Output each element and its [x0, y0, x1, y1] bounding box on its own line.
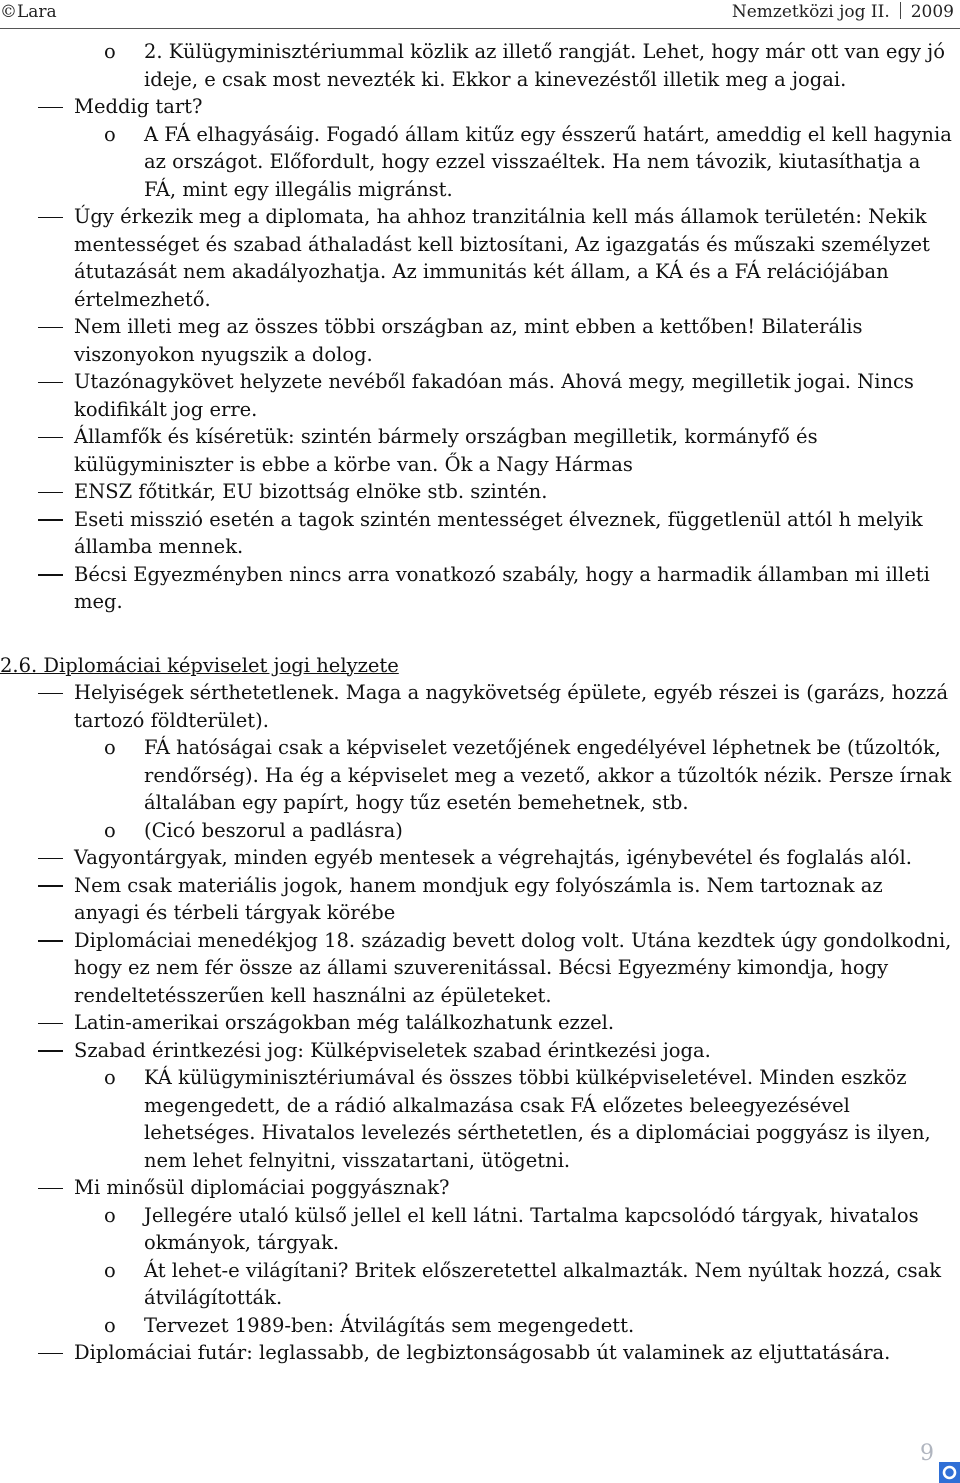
list-item-text: Úgy érkezik meg a diplomata, ha ahhoz tranzitálnia kell más államok területén: Nekik mentességet és szabad áthaladást kell biztosítani, Az igazgatás és műszaki személyzet átutazását nem akadályozhatja. Az immunitás két állam, a KÁ és a FÁ relációjában értelmezhető. [74, 205, 930, 311]
page-header [0, 0, 960, 30]
sub-list-item-text: (Cicó beszorul a padlásra) [144, 818, 403, 842]
section-heading [0, 652, 960, 680]
list-item-text: Nem csak materiális jogok, hanem mondjuk egy folyószámla is. Nem tartoznak az anyagi és térbeli tárgyak körébe [74, 873, 883, 924]
dash-bullet-icon [38, 492, 63, 494]
circle-bullet-icon: o [104, 122, 116, 146]
list-item [0, 561, 960, 616]
circle-bullet-icon: o [104, 1066, 116, 1089]
circle-bullet-icon: o [104, 1313, 116, 1337]
list-item-text: Diplomáciai menedékjog 18. századig bevett dolog volt. Utána kezdtek úgy gondolkodni, hogy ez nem fér össze az állami szuverenitással. Bécsi Egyezmény kimondja, hogy rendeltetésszerűen kell használni az épületeket. [74, 928, 952, 1007]
dash-bullet-icon [38, 1353, 63, 1355]
list-item-text: Helyiségek sérthetetlenek. Maga a nagykövetség épülete, egyéb részei is (garázs, hozzá tartozó földterület). [74, 681, 949, 732]
sub-list-item [0, 1257, 960, 1312]
page-number: 9 [920, 1441, 934, 1466]
dash-bullet-icon [38, 940, 63, 942]
list-item [0, 1009, 960, 1037]
sub-list-item-text: Tervezet 1989-ben: Átvilágítás sem megengedett. [144, 1313, 635, 1337]
sub-list-item [0, 817, 960, 845]
document-body [0, 38, 960, 1367]
dash-bullet-icon [38, 437, 63, 439]
sub-list-item-text: 2. Külügyminisztériummal közlik az illető rangját. Lehet, hogy már ott van egy jó ideje, e csak most nevezték ki. Ekkor a kinevezéstől illetik meg a jogai. [144, 40, 945, 91]
header-separator [900, 2, 901, 19]
dash-bullet-icon [38, 382, 63, 384]
list-item-text: Diplomáciai futár: leglassabb, de legbiztonságosabb út valaminek az eljuttatására. [74, 1341, 891, 1364]
circle-bullet-icon: o [104, 736, 116, 759]
sub-list-item [0, 1202, 960, 1257]
circle-bullet-icon: o [104, 1203, 116, 1227]
dash-bullet-icon [38, 574, 63, 576]
sub-list-item [0, 121, 960, 204]
list-item [0, 872, 960, 927]
dash-bullet-icon [38, 885, 63, 887]
list-item-text: Bécsi Egyezményben nincs arra vonatkozó szabály, hogy a harmadik államban mi illeti meg. [74, 562, 930, 613]
header-year: 2009 [910, 2, 954, 22]
dash-bullet-icon [38, 1188, 63, 1190]
list-item-text: Mi minősül diplomáciai poggyásznak? [74, 1176, 450, 1199]
sub-list-item [0, 38, 960, 93]
sub-list-item-text: Át lehet-e világítani? Britek előszeretettel alkalmazták. Nem nyúltak hozzá, csak átvilágították. [144, 1258, 942, 1309]
dash-bullet-icon [38, 1050, 63, 1052]
dash-bullet-icon [38, 693, 63, 695]
list-item [0, 423, 960, 478]
circle-bullet-icon: o [104, 818, 116, 842]
sub-list-item-text: KÁ külügyminisztériumával és összes többi külképviseletével. Minden eszköz megengedett, de a rádió alkalmazása csak FÁ előzetes beleegyezésével lehetséges. Hivatalos levelezés sérthetetlen, és a diplomáciai poggyász is ilyen, nem lehet felnyitni, visszatartani, ütögetni. [144, 1066, 931, 1172]
sub-list-item [0, 1312, 960, 1340]
dash-bullet-icon [38, 217, 63, 219]
list-item [0, 506, 960, 561]
sub-list-item [0, 734, 960, 817]
header-title: Nemzetközi jog II. [731, 2, 890, 22]
list-item [0, 368, 960, 423]
list-item-text: Szabad érintkezési jog: Külképviseletek szabad érintkezési joga. [74, 1038, 711, 1062]
list-item [0, 93, 960, 121]
header-title-block [732, 2, 954, 22]
circle-bullet-icon: o [104, 40, 116, 63]
list-item-text: Meddig tart? [74, 95, 203, 118]
dash-bullet-icon [38, 1023, 63, 1025]
list-item [0, 1037, 960, 1065]
sub-list-item-text: FÁ hatóságai csak a képviselet vezetőjének engedélyével léphetnek be (tűzoltók, rendőrség). Ha ég a képviselet meg a vezető, akkor a tűzoltók nézik. Persze írnak általában egy papírt, hogy tűz esetén bemehetnek, stb. [144, 736, 952, 814]
dash-bullet-icon [38, 858, 63, 860]
list-item-text: Nem illeti meg az összes többi országban az, mint ebben a kettőben! Bilaterális viszonyokon nyugszik a dolog. [74, 315, 863, 366]
list-item-text: Vagyontárgyak, minden egyéb mentesek a végrehajtás, igénybevétel és foglalás alól. [74, 846, 912, 869]
list-item-text: ENSZ főtitkár, EU bizottság elnöke stb. szintén. [74, 480, 548, 503]
dash-bullet-icon [38, 519, 63, 521]
header-author: ©Lara [0, 2, 57, 22]
list-item [0, 478, 960, 506]
circle-logo-icon [939, 1462, 960, 1483]
header-rule [0, 28, 960, 29]
list-item-text: Latin-amerikai országokban még találkozhatunk ezzel. [74, 1011, 615, 1034]
list-item [0, 1174, 960, 1202]
list-item-text: Utazónagykövet helyzete nevéből fakadóan más. Ahová megy, megilletik jogai. Nincs kodifikált jog erre. [74, 370, 914, 421]
list-item [0, 679, 960, 734]
circle-bullet-icon: o [104, 1258, 116, 1282]
sub-list-item-text: A FÁ elhagyásáig. Fogadó állam kitűz egy ésszerű határt, ameddig el kell hagynia az országot. Előfordult, hogy ezzel visszaéltek. Ha nem távozik, kiutasíthatja a FÁ, mint egy illegális migránst. [144, 122, 952, 201]
dash-bullet-icon [38, 107, 63, 109]
list-item [0, 313, 960, 368]
list-item [0, 844, 960, 872]
list-item [0, 927, 960, 1010]
section-heading-text: 2.6. Diplomáciai képviselet jogi helyzete [0, 653, 399, 677]
list-item [0, 1339, 960, 1367]
sub-list-item [0, 1064, 960, 1174]
sub-list-item-text: Jellegére utaló külső jellel el kell látni. Tartalma kapcsolódó tárgyak, hivatalos okmányok, tárgyak. [144, 1203, 919, 1254]
dash-bullet-icon [38, 327, 63, 329]
list-item-text: Államfők és kíséretük: szintén bármely országban megilletik, kormányfő és külügyminiszter is ebbe a körbe van. Ők a Nagy Hármas [74, 425, 818, 476]
list-item [0, 203, 960, 313]
list-item-text: Eseti misszió esetén a tagok szintén mentességet élveznek, függetlenül attól h melyik államba mennek. [74, 507, 923, 558]
